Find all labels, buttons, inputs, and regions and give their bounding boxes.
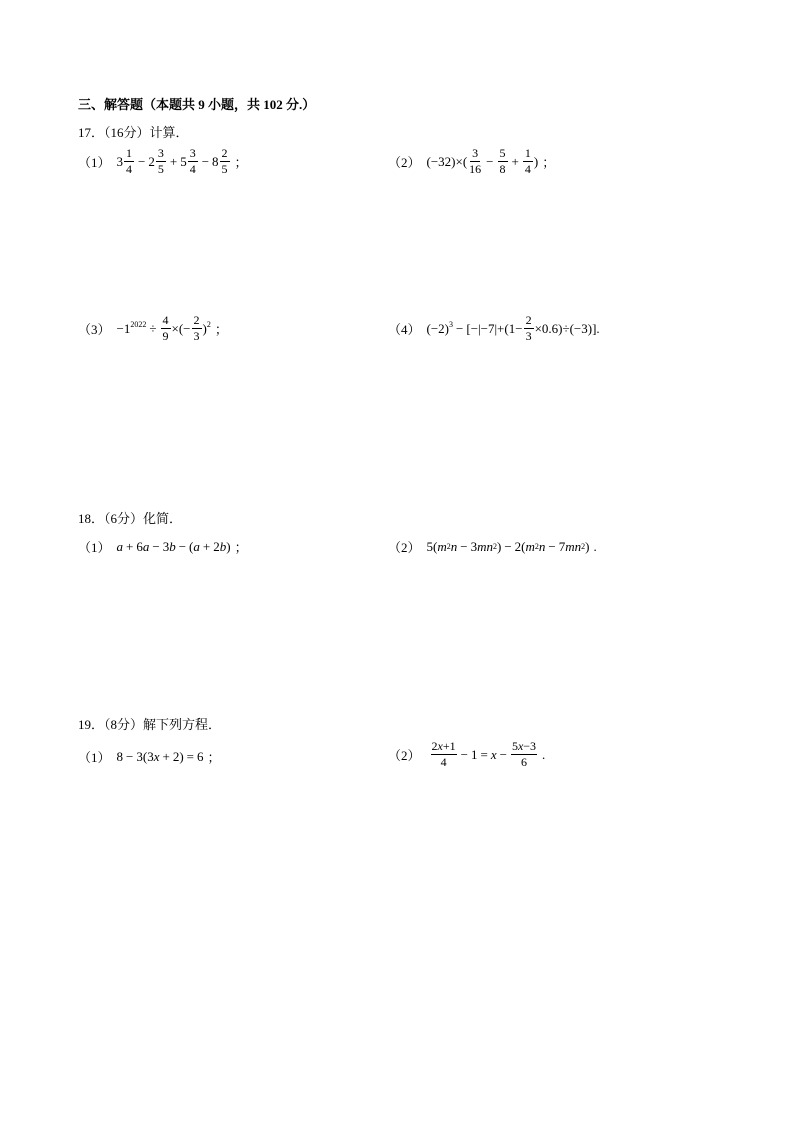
q19-heading: 19．（8分）解下列方程．	[78, 717, 222, 732]
q18-part2-label: （2）	[388, 540, 421, 555]
q17-part1: （1） 3 $\frac{1}{4}$ − 2 $\frac{3}{5}$ + 5 $\frac{3}{4}$ − 8 $\frac{2}{5}$ ；	[78, 146, 248, 176]
q19-part2: （2） $\frac{2x+1}{4}$ − 1 = x − $\frac{5x-3}{6}$ .	[388, 739, 546, 769]
q17-part4-label: （4）	[388, 322, 421, 337]
q18-heading: 18．（6分）化简．	[78, 511, 183, 526]
q17-part4: （4） $(-2)^3$ − [−|−7|+(1− $\frac{2}{3}$ ×0.6)÷(−3)].	[388, 313, 600, 343]
q19-part2-label: （2）	[388, 748, 421, 763]
q17-part2: （2） (−32)×( $\frac{3}{16}$ − $\frac{5}{8}$ + $\frac{1}{4}$ ) ；	[388, 146, 556, 176]
q17-part1-label: （1）	[78, 155, 111, 170]
q19-part1: （1） 8 − 3(3 x + 2) = 6 ；	[78, 748, 221, 765]
q17-part3-label: （3）	[78, 322, 111, 337]
q18-part2: （2） 5( m 2 n − 3 mn 2 ) − 2( m 2 n − 7 mn 2 ) .	[388, 538, 597, 555]
q17-part3: （3） $-1^{2022}$ ÷ $\frac{4}{9}$ ×(− $\frac{2}{3}$ )$^2$ ；	[78, 313, 228, 343]
q18-part1-label: （1）	[78, 540, 111, 555]
q17-heading: 17．（16分）计算．	[78, 125, 189, 140]
q17-part2-label: （2）	[388, 155, 421, 170]
q18-part1: （1） a + 6 a − 3 b − ( a + 2 b ) ；	[78, 538, 248, 555]
section-title: 三、解答题（本题共 9 小题，共 102 分.）	[78, 97, 316, 112]
q19-part1-label: （1）	[78, 750, 111, 765]
